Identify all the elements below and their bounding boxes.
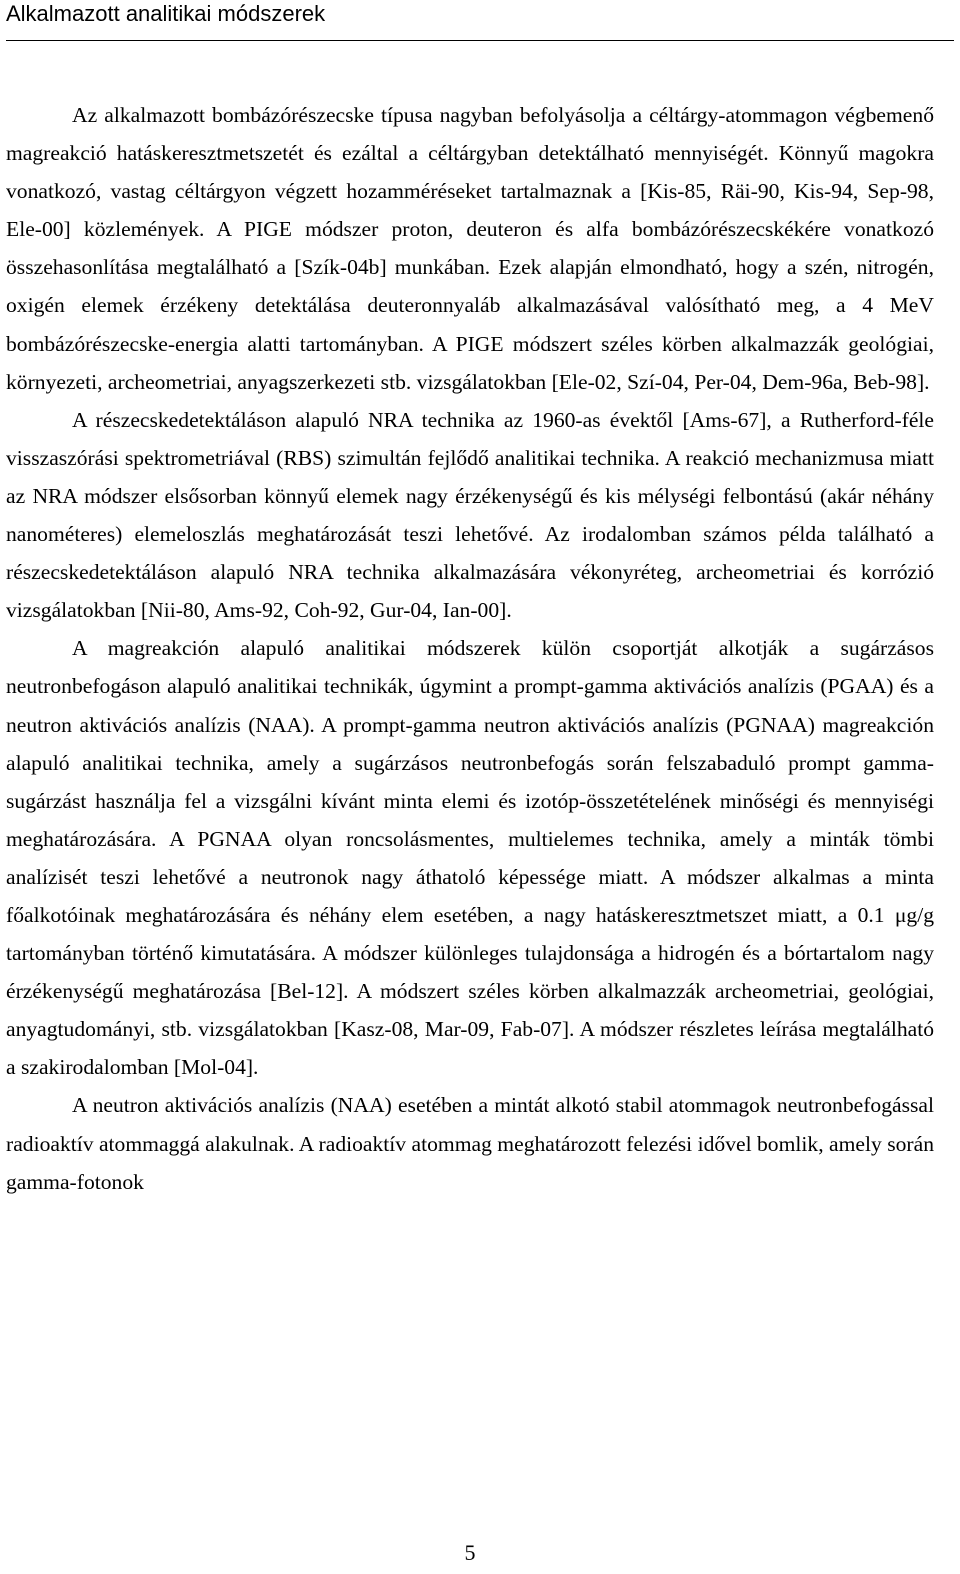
paragraph-1: Az alkalmazott bombázórészecske típusa nagyban befolyásolja a céltárgy-atommagon végbemenő magreakció hatáskeresztmetszetét és ezáltal a céltárgyban detektálható mennyiségét. Könnyű magokra vonatkozó, vastag céltárgyon végzett hozamméréseket tartalmaznak a [Kis-85, Räi-90, Kis-94, Sep-98, Ele-00] közlemények. A PIGE módszer proton, deuteron és alfa bombázórészecskékére vonatkozó összehasonlítása megtalálható a [Szík-04b] munkában. Ezek alapján elmondható, hogy a szén, nitrogén, oxigén elemek érzékeny detektálása deuteronnyaláb alkalmazásával valósítható meg, a 4 MeV bombázórészecske-energia alatti tartományban. A PIGE módszert széles körben alkalmazzák geológiai, környezeti, archeometriai, anyagszerkezeti stb. vizsgálatokban [Ele-02, Szí-04, Per-04, Dem-96a, Beb-98]. — [6, 103, 934, 394]
paragraph-2: A részecskedetektáláson alapuló NRA technika az 1960-as évektől [Ams-67], a Rutherford-féle visszaszórási spektrometriával (RBS) szimultán fejlődő analitikai technika. A reakció mechanizmusa miatt az NRA módszer elsősorban könnyű elemek nagy érzékenységű és kis mélységi felbontású (akár néhány nanométeres) elemeloszlás meghatározását teszi lehetővé. Az irodalomban számos példa található a részecskedetektáláson alapuló NRA technika alkalmazására vékonyréteg, archeometriai és korrózió vizsgálatokban [Nii-80, Ams-92, Coh-92, Gur-04, Ian-00]. — [6, 407, 934, 623]
paragraph-4: A neutron aktivációs analízis (NAA) esetében a mintát alkotó stabil atommagok neutronbefogással radioaktív atommaggá alakulnak. A radioaktív atommag meghatározott felezési idővel bomlik, amely során gamma-fotonok — [6, 1093, 934, 1194]
body-text — [6, 96, 934, 1201]
running-header: Alkalmazott analitikai módszerek — [6, 1, 326, 26]
header-rule — [6, 40, 954, 41]
paragraph-3: A magreakción alapuló analitikai módszerek külön csoportját alkotják a sugárzásos neutronbefogáson alapuló analitikai technikák, úgymint a prompt-gamma aktivációs analízis (PGAA) és a neutron aktivációs analízis (NAA). A prompt-gamma neutron aktivációs analízis (PGNAA) magreakción alapuló analitikai technika, amely a sugárzásos neutronbefogás során felszabaduló prompt gamma-sugárzást használja fel a vizsgálni kívánt minta elemi és izotóp-összetételének minőségi és mennyiségi meghatározására. A PGNAA olyan roncsolásmentes, multielemes technika, amely a minták tömbi analízisét teszi lehetővé a neutronok nagy áthatoló képessége miatt. A módszer alkalmas a minta főalkotóinak meghatározására és néhány elem esetében, a nagy hatáskeresztmetszet miatt, a 0.1 μg/g tartományban történő kimutatására. A módszer különleges tulajdonsága a hidrogén és a bórtartalom nagy érzékenységű meghatározása [Bel-12]. A módszert széles körben alkalmazzák archeometriai, geológiai, anyagtudományi, stb. vizsgálatokban [Kasz-08, Mar-09, Fab-07]. A módszer részletes leírása megtalálható a szakirodalomban [Mol-04]. — [6, 636, 934, 1080]
page-number: 5 — [464, 1540, 476, 1565]
